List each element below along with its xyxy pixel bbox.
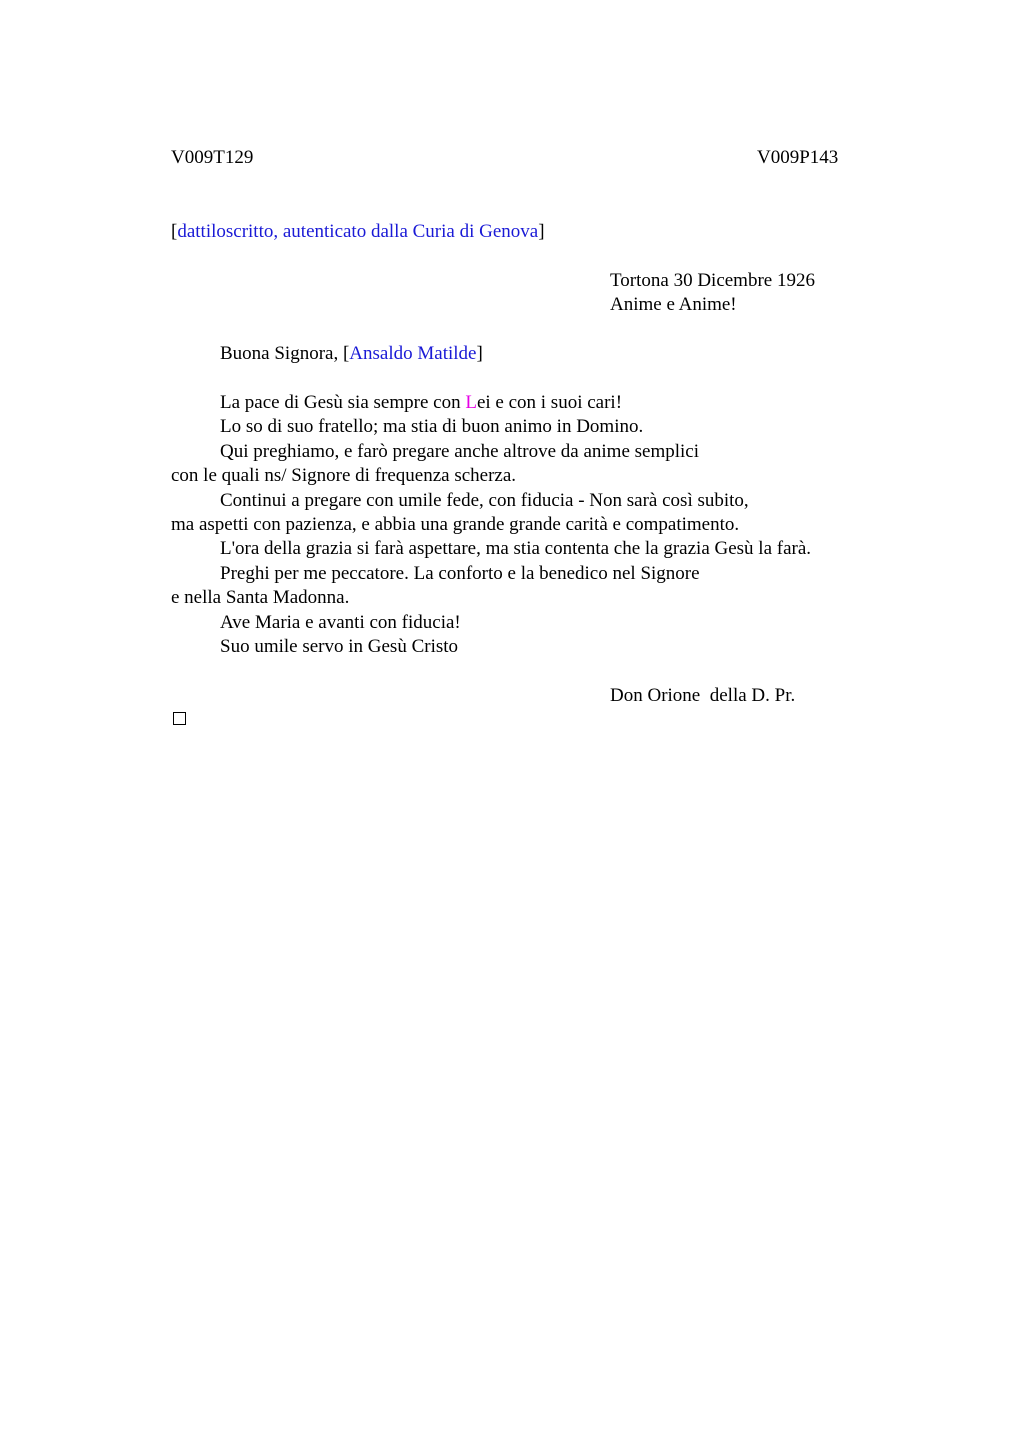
- body-line: Preghi per me peccatore. La conforto e la benedico nel Signore: [220, 563, 700, 584]
- body-line: Ave Maria e avanti con fiducia!: [220, 612, 461, 633]
- salutation-close-bracket: ]: [476, 343, 483, 364]
- salutation-open-bracket: [: [342, 343, 350, 364]
- body-line: Qui preghiamo, e farò pregare anche altrove da anime semplici: [220, 441, 700, 462]
- editorial-note-open-bracket: [: [171, 221, 178, 242]
- editorial-note-text: dattiloscritto, autenticato dalla Curia di Genova: [177, 221, 539, 242]
- document-code-right: V009P143: [757, 147, 839, 168]
- body-text: La pace di Gesù sia sempre con: [220, 392, 466, 413]
- editorial-note-close-bracket: ]: [538, 221, 545, 242]
- empty-square-icon: [173, 712, 186, 725]
- body-line: ma aspetti con pazienza, e abbia una grande grande carità e compatimento.: [171, 514, 740, 535]
- recipient-name: Ansaldo Matilde: [349, 343, 477, 364]
- body-text: ei e con i suoi cari!: [476, 392, 623, 413]
- signature: Don Orione della D. Pr.: [610, 685, 796, 706]
- body-line: L'ora della grazia si farà aspettare, ma stia contenta che la grazia Gesù la farà.: [220, 538, 812, 559]
- document-code-left: V009T129: [171, 147, 254, 168]
- body-line: con le quali ns/ Signore di frequenza scherza.: [171, 465, 517, 486]
- body-line: Lo so di suo fratello; ma stia di buon animo in Domino.: [220, 416, 644, 437]
- motto: Anime e Anime!: [610, 294, 737, 315]
- body-line: e nella Santa Madonna.: [171, 587, 350, 608]
- editorial-note: [171, 220, 545, 244]
- salutation-text: Buona Signora,: [220, 343, 343, 364]
- body-line: [220, 391, 622, 415]
- salutation: [220, 342, 483, 366]
- closing-line: Suo umile servo in Gesù Cristo: [220, 636, 459, 657]
- body-line: Continui a pregare con umile fede, con fiducia - Non sarà così subito,: [220, 490, 749, 511]
- highlighted-letter: L: [465, 392, 477, 413]
- place-date: Tortona 30 Dicembre 1926: [610, 270, 815, 291]
